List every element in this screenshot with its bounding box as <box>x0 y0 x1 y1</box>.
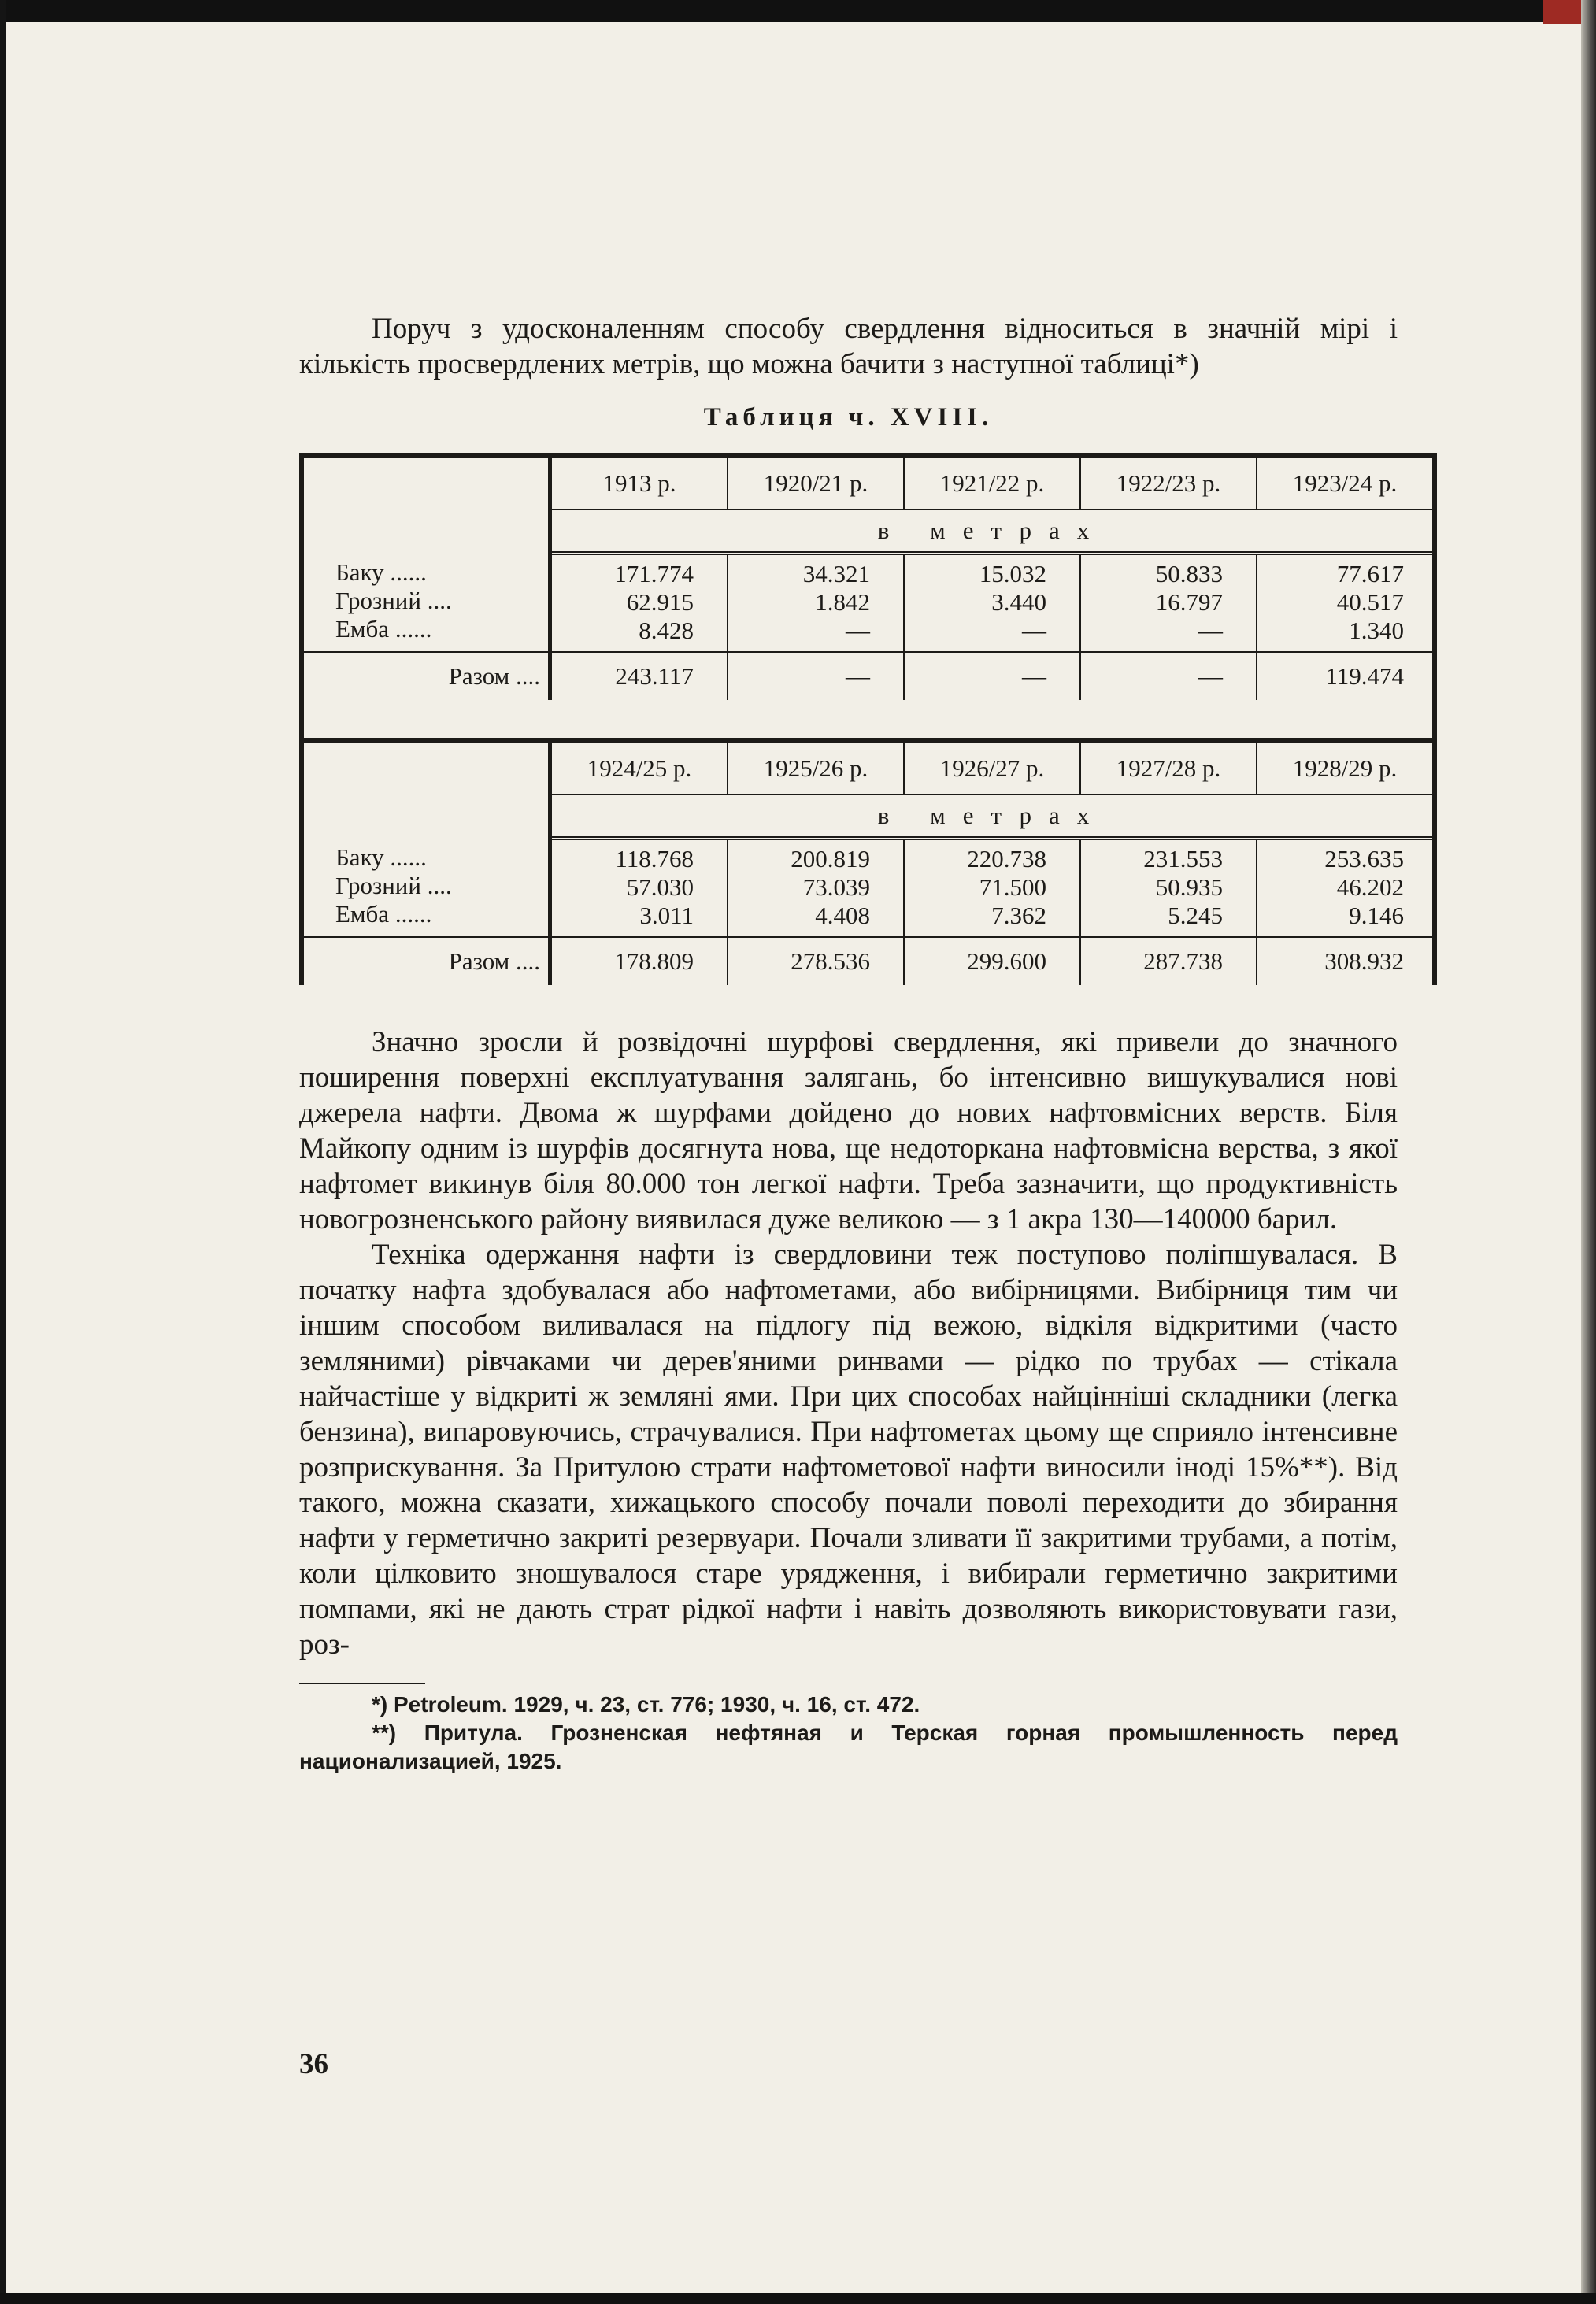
total-cell: 278.536 <box>728 937 904 985</box>
page-number: 36 <box>299 2048 328 2080</box>
data-cell: 77.617 40.517 1.340 <box>1257 554 1435 653</box>
data-cell: 253.635 46.202 9.146 <box>1257 839 1435 938</box>
table-unit-row <box>302 509 1435 554</box>
drilling-meters-table <box>299 453 1437 985</box>
data-cell: 200.819 73.039 4.408 <box>728 839 904 938</box>
total-cell: 308.932 <box>1257 937 1435 985</box>
unit-label: в метрах <box>550 509 1435 554</box>
table-data-row <box>302 554 1435 653</box>
year-header: 1922/23 р. <box>1080 456 1257 510</box>
region-label: Грозний .... <box>335 871 452 899</box>
total-cell: 243.117 <box>550 652 728 700</box>
table-total-row <box>302 937 1435 985</box>
region-label: Емба ...... <box>335 899 432 928</box>
year-header: 1927/28 р. <box>1080 741 1257 795</box>
footnote-1: *) Petroleum. 1929, ч. 23, ст. 776; 1930, ч. 16, ст. 472. <box>372 1692 920 1717</box>
year-header: 1925/26 р. <box>728 741 904 795</box>
region-labels <box>302 554 550 653</box>
table-title: Таблиця ч. XVIII. <box>703 403 994 432</box>
table-total-row <box>302 652 1435 700</box>
region-label: Емба ...... <box>335 614 432 643</box>
data-cell: 231.553 50.935 5.245 <box>1080 839 1257 938</box>
unit-label: в метрах <box>550 795 1435 839</box>
table-year-header-row <box>302 456 1435 510</box>
total-cell: 119.474 <box>1257 652 1435 700</box>
year-header: 1920/21 р. <box>728 456 904 510</box>
year-header: 1926/27 р. <box>904 741 1080 795</box>
table-year-header-row <box>302 741 1435 795</box>
total-label: Разом .... <box>302 937 550 985</box>
data-cell: 171.774 62.915 8.428 <box>550 554 728 653</box>
scan-border-right <box>1581 0 1596 2304</box>
page-body <box>299 311 1404 1776</box>
total-label: Разом .... <box>302 652 550 700</box>
region-labels <box>302 839 550 938</box>
data-cell: 118.768 57.030 3.011 <box>550 839 728 938</box>
scan-border-top <box>0 0 1596 22</box>
year-header: 1923/24 р. <box>1257 456 1435 510</box>
year-header: 1924/25 р. <box>550 741 728 795</box>
region-label: Баку ...... <box>335 557 427 586</box>
footnote-divider <box>299 1683 425 1684</box>
scan-border-bottom <box>0 2293 1596 2304</box>
data-cell: 34.321 1.842 — <box>728 554 904 653</box>
total-cell: — <box>728 652 904 700</box>
total-cell: 178.809 <box>550 937 728 985</box>
region-label: Грозний .... <box>335 586 452 614</box>
scan-border-left <box>0 0 6 2304</box>
paragraph-extraction-technique: Техніка одержання нафти із свердловини теж поступово поліпшувалася. В початку нафта здобувалася або нафтометами, або вибірницями. Вибірниця тим чи іншим способом виливалася на підлогу під вежою, відкіля відкритими (часто земляними) рівчаками чи дерев'яними ринвами — рідко по трубах — стікала найчастіше у відкриті ж земляні ями. При цих способах найцінніші складники (легка бензина), випаровуючись, страчувалися. При нафтометах цьому ще сприяло інтенсивне розприскування. За Притулою страти нафтометової нафти виносили іноді 15%**). Від такого, можна сказати, хижацького способу почали поволі переходити до збирання нафти у герметично закриті резервуари. Почали зливати її закритими трубами, а потім, коли цілковито зношувалося старе урядження, і вибирали герметично закритими помпами, які не дають страт рідкої нафти і навіть дозволяють використовувати гази, роз- <box>299 1239 1398 1661</box>
year-header: 1913 р. <box>550 456 728 510</box>
paragraph-exploration: Значно зросли й розвідочні шурфові свердлення, які привели до значного поширення поверхні експлуатування залягань, бо інтенсивно вишукувалися нові джерела нафти. Двома ж шурфами дойдено до нових нафтовмісних верств. Біля Майкопу одним із шурфів досягнута нова, ще недоторкана нафтовмісна верства, з якої нафтомет викинув біля 80.000 тон легкої нафти. Треба зазначити, що продуктивність новогрозненського району виявилася дуже великою — з 1 акра 130—140000 барил. <box>299 1026 1398 1235</box>
table-unit-row <box>302 795 1435 839</box>
data-cell: 50.833 16.797 — <box>1080 554 1257 653</box>
data-cell: 220.738 71.500 7.362 <box>904 839 1080 938</box>
footnote-2: **) Притула. Грозненская нефтяная и Терская горная промышленность перед национализацией, 1925. <box>299 1721 1398 1773</box>
total-cell: 299.600 <box>904 937 1080 985</box>
total-cell: 287.738 <box>1080 937 1257 985</box>
region-label: Баку ...... <box>335 843 427 871</box>
data-cell: 15.032 3.440 — <box>904 554 1080 653</box>
table-separator <box>302 700 1435 741</box>
year-header: 1921/22 р. <box>904 456 1080 510</box>
table-data-row <box>302 839 1435 938</box>
intro-paragraph: Поруч з удосконаленням способу свердлення відноситься в значній мірі і кількість просвердлених метрів, що можна бачити з наступної таблиці*) <box>299 313 1398 380</box>
total-cell: — <box>904 652 1080 700</box>
year-header: 1928/29 р. <box>1257 741 1435 795</box>
total-cell: — <box>1080 652 1257 700</box>
